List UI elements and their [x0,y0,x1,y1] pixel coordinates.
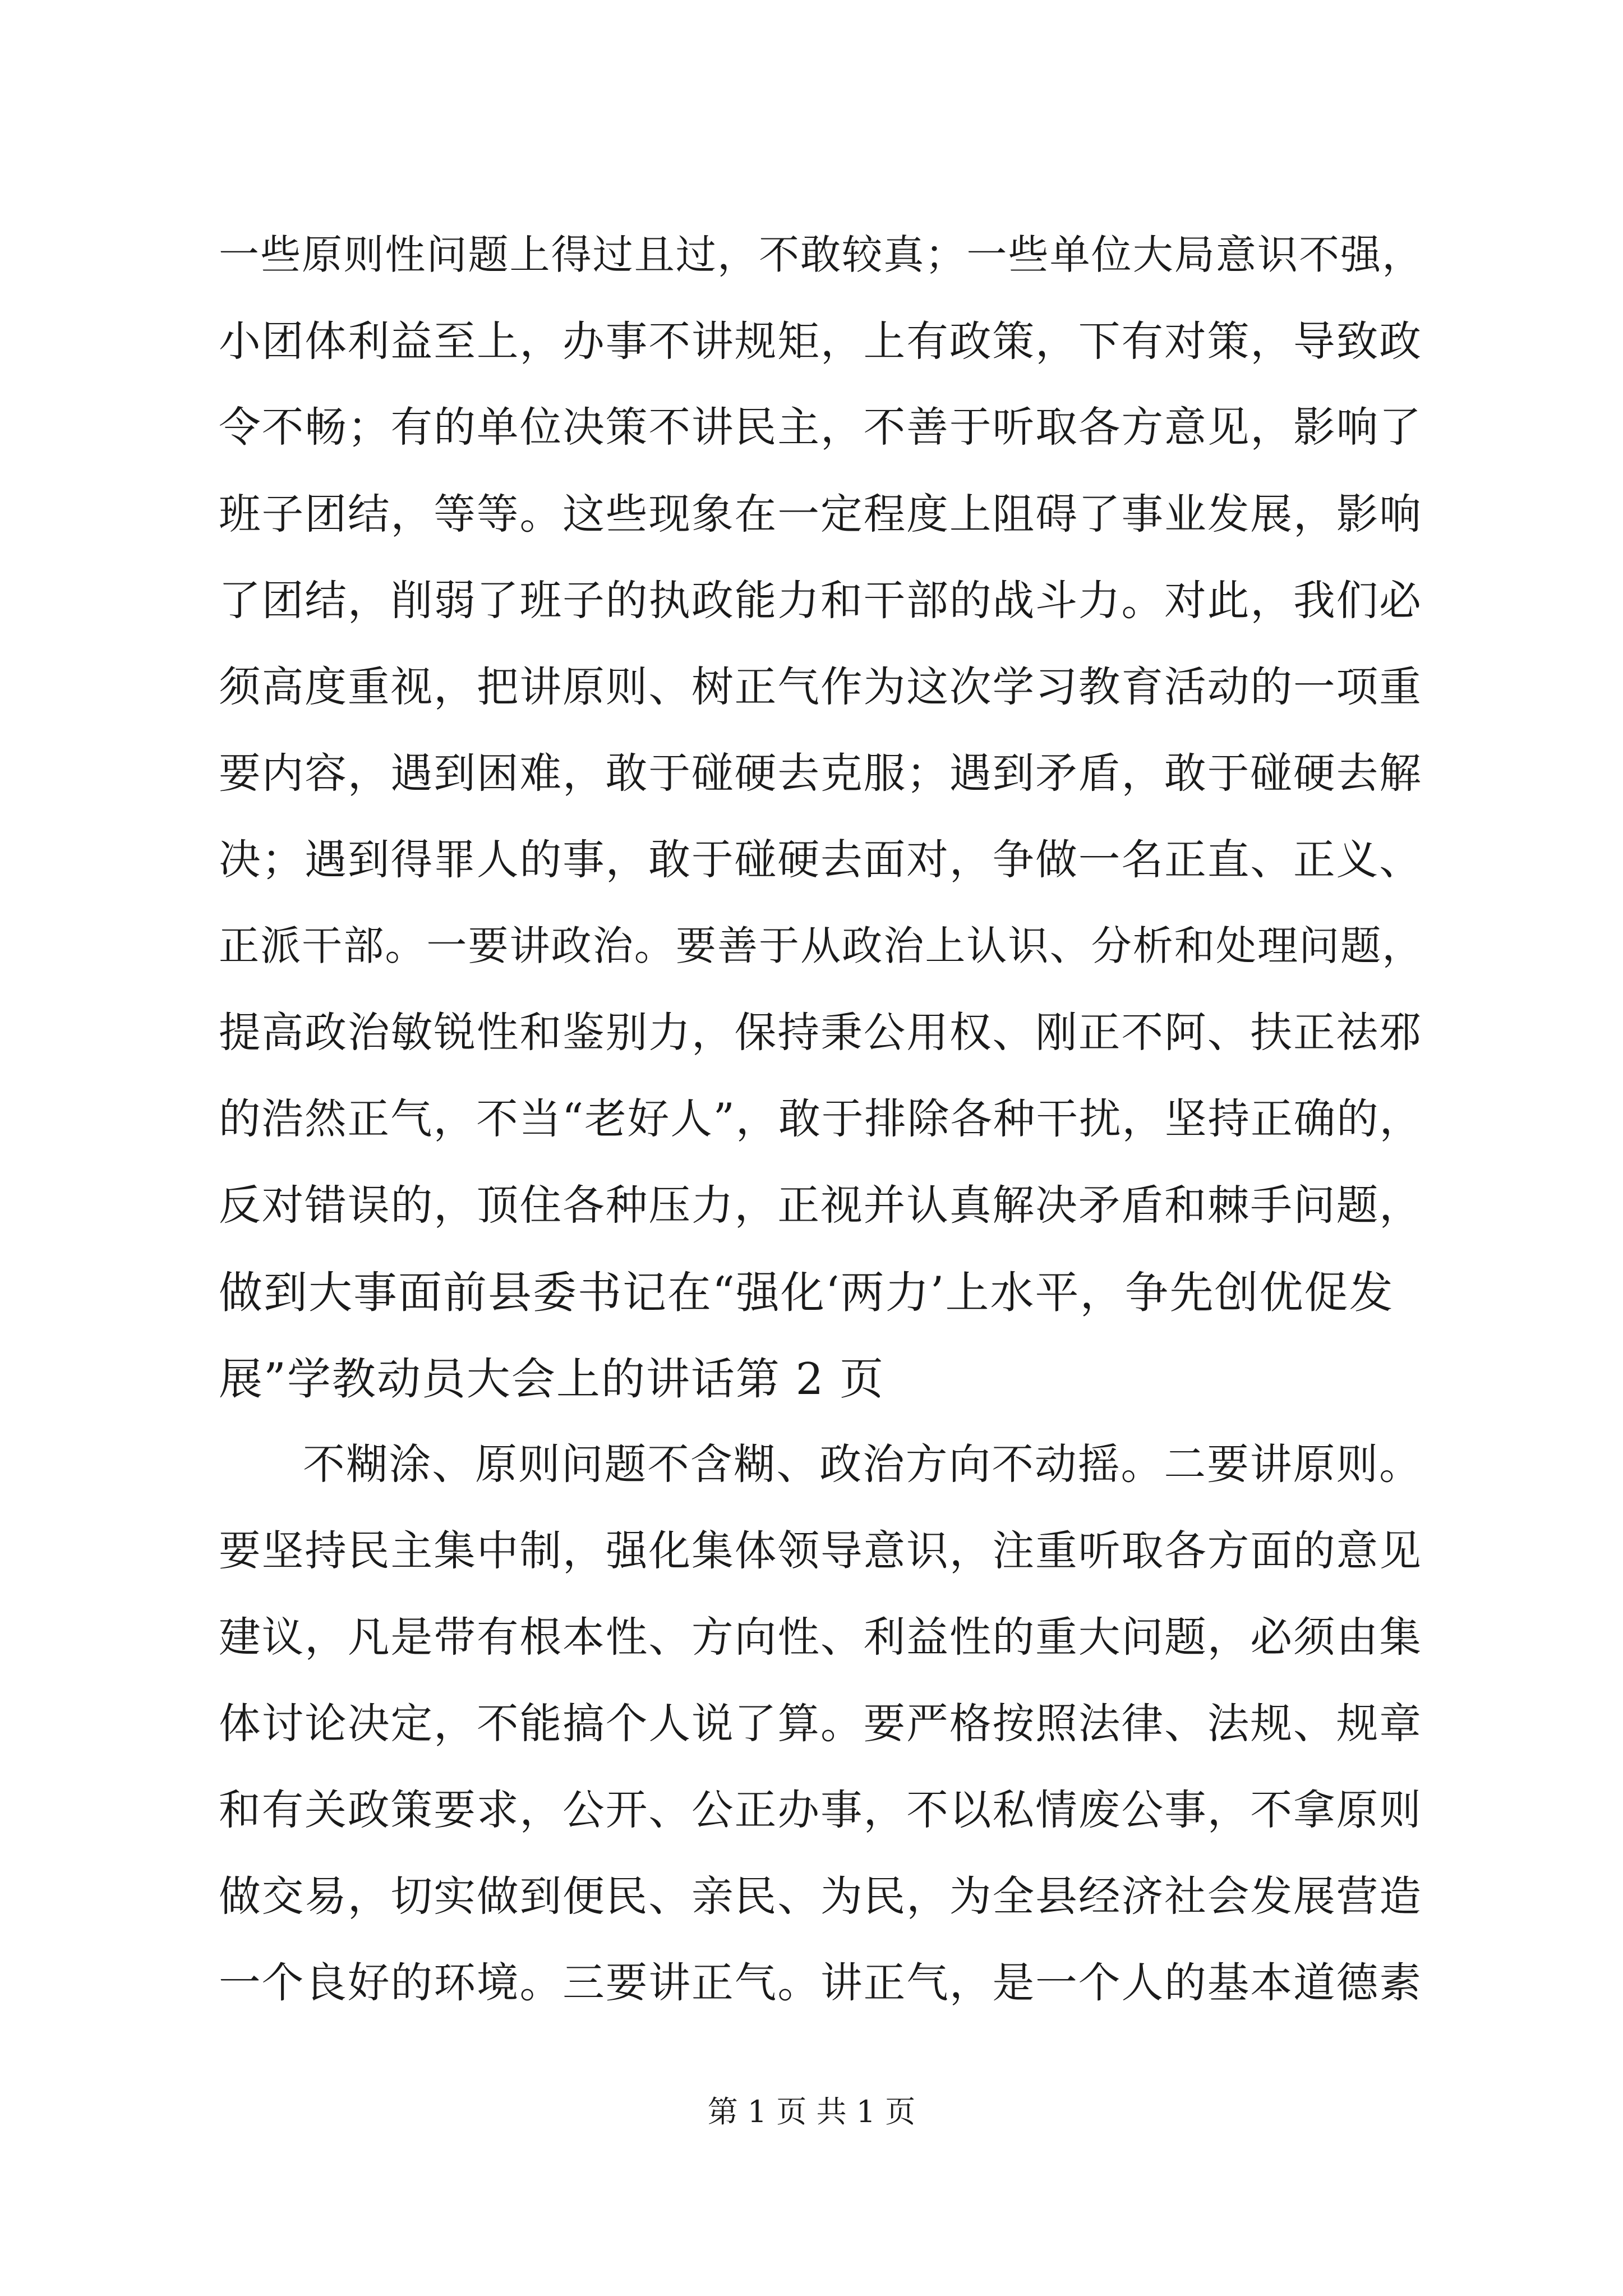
text-line: 要内容，遇到困难，敢于碰硬去克服；遇到矛盾，敢于碰硬去解 [219,749,1422,798]
text-line: 班子团结，等等。这些现象在一定程度上阻碍了事业发展，影响 [219,490,1422,539]
text-line: 须高度重视，把讲原则、树正气作为这次学习教育活动的一项重 [219,662,1422,711]
text-line: 建议，凡是带有根本性、方向性、利益性的重大问题，必须由集 [219,1613,1422,1662]
text-line: 了团结，削弱了班子的执政能力和干部的战斗力。对此，我们必 [219,576,1422,625]
text-line: 展”学教动员大会上的讲话第 2 页 [219,1354,885,1405]
page-number-footer: 第 1 页 共 1 页 [707,2094,916,2129]
text-line: 决；遇到得罪人的事，敢于碰硬去面对，争做一名正直、正义、 [219,835,1422,884]
text-line: 正派干部。一要讲政治。要善于从政治上认识、分析和处理问题， [219,922,1424,969]
text-line: 做交易，切实做到便民、亲民、为民，为全县经济社会发展营造 [219,1872,1422,1921]
text-line: 令不畅；有的单位决策不讲民主，不善于听取各方意见，影响了 [219,403,1422,452]
text-line: 一个良好的环境。三要讲正气。讲正气，是一个人的基本道德素 [219,1958,1422,2007]
text-line: 体讨论决定，不能搞个人说了算。要严格按照法律、法规、规章 [219,1699,1422,1748]
paragraph-first-line: 不糊涂、原则问题不含糊、政治方向不动摇。二要讲原则。 [303,1440,1422,1489]
text-line: 小团体利益至上，办事不讲规矩，上有政策，下有对策，导致政 [219,317,1422,366]
text-line: 提高政治敏锐性和鉴别力，保持秉公用权、刚正不阿、扶正祛邪 [219,1008,1422,1057]
text-line: 反对错误的，顶住各种压力，正视并认真解决矛盾和棘手问题， [219,1181,1422,1230]
text-line: 一些原则性问题上得过且过，不敢较真；一些单位大局意识不强， [219,231,1424,278]
text-line: 要坚持民主集中制，强化集体领导意识，注重听取各方面的意见 [219,1526,1422,1575]
text-line: 做到大事面前县委书记在“强化‘两力’上水平，争先创优促发 [219,1268,1394,1318]
text-line: 的浩然正气，不当“老好人”，敢于排除各种干扰，坚持正确的， [219,1094,1423,1143]
text-line: 和有关政策要求，公开、公正办事，不以私情废公事，不拿原则 [219,1786,1422,1834]
